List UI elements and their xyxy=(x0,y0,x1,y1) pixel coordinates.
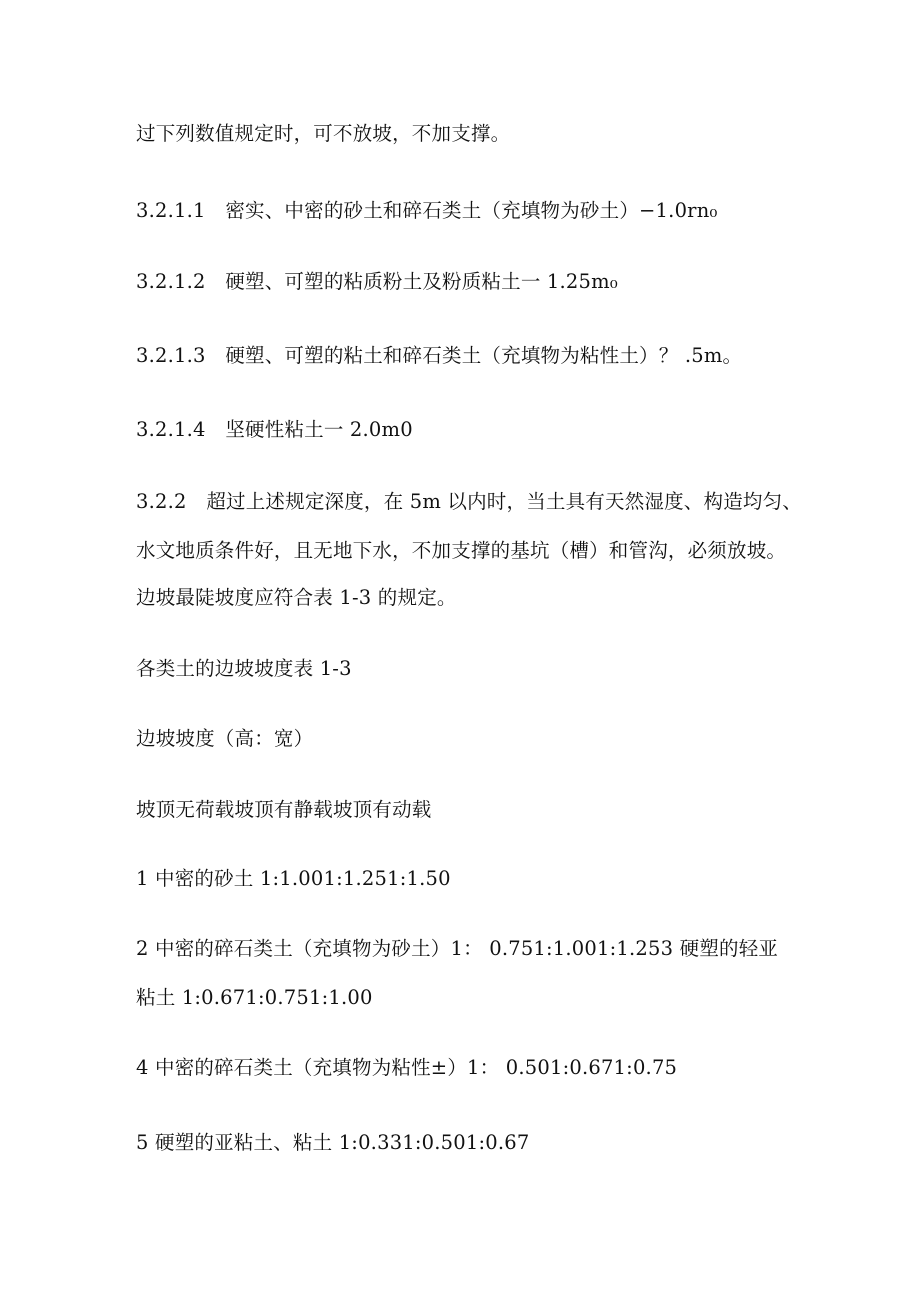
table-header-group: 边坡坡度（高：宽） xyxy=(136,727,314,750)
table-row-2-3: 2 中密的碎石类土（充填物为砂土）1： 0.751:1.001:1.253 硬塑的轻亚 xyxy=(136,937,779,960)
table-row-4: 4 中密的碎石类土（充填物为粘性±）1： 0.501:0.671:0.75 xyxy=(136,1056,678,1079)
clause-3-2-1-1: 3.2.1.1 密实、中密的砂土和碎石类土（充填物为砂土）−1.0rn₀ xyxy=(136,199,718,222)
table-row-1: 1 中密的砂土 1:1.001:1.251:1.50 xyxy=(136,867,451,890)
clause-3-2-2-line-1: 3.2.2 超过上述规定深度，在 5m 以内时，当土具有天然湿度、构造均匀、 xyxy=(136,490,803,513)
table-header-columns: 坡顶无荷载坡顶有静载坡顶有动载 xyxy=(136,798,432,821)
clause-3-2-1-2: 3.2.1.2 硬塑、可塑的粘质粉土及粉质粘土一 1.25m₀ xyxy=(136,270,618,293)
table-row-5: 5 硬塑的亚粘土、粘土 1:0.331:0.501:0.67 xyxy=(136,1131,530,1154)
table-row-3-continued: 粘土 1:0.671:0.751:1.00 xyxy=(136,986,373,1009)
table-caption: 各类土的边坡坡度表 1-3 xyxy=(136,657,352,680)
clause-3-2-2-line-3: 边坡最陡坡度应符合表 1-3 的规定。 xyxy=(136,586,457,609)
clause-3-2-2-line-2: 水文地质条件好，且无地下水，不加支撑的基坑（槽）和管沟，必须放坡。 xyxy=(136,539,787,562)
clause-3-2-1-4: 3.2.1.4 坚硬性粘土一 2.0m0 xyxy=(136,418,413,441)
clause-3-2-1-3: 3.2.1.3 硬塑、可塑的粘土和碎石类土（充填物为粘性土）？ .5m。 xyxy=(136,344,743,367)
paragraph-intro: 过下列数值规定时，可不放坡，不加支撑。 xyxy=(136,122,511,145)
